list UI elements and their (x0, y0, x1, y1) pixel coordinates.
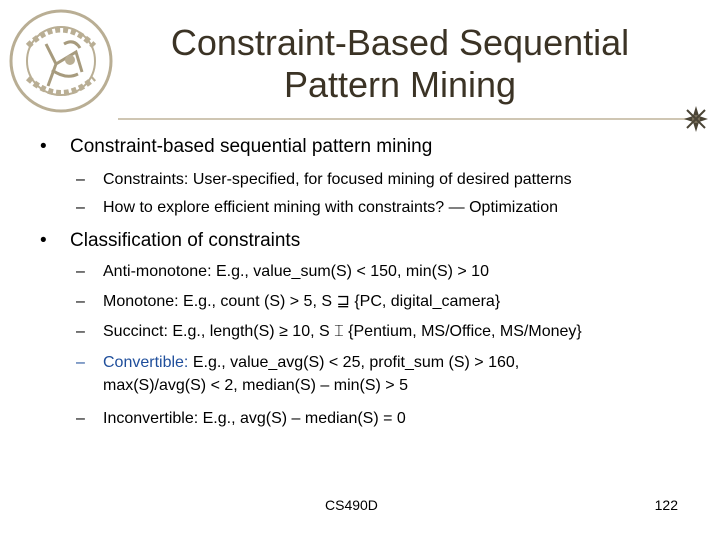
sub-bullet-text: Succinct: E.g., length(S) ≥ 10, S ⌶ {Pentium, MS/Office, MS/Money} (103, 323, 582, 340)
sub-bullet-text (103, 352, 519, 374)
dash-marker: – (76, 323, 85, 340)
dash-marker: – (76, 199, 85, 216)
bullet-text: Constraint-based sequential pattern mining (70, 136, 433, 157)
bullet-marker: • (40, 230, 47, 251)
dash-marker: – (76, 354, 85, 371)
page-number: 122 (654, 497, 678, 513)
dash-marker: – (76, 263, 85, 280)
sub-bullet-text: Monotone: E.g., count (S) > 5, S ⊒ {PC, digital_camera} (103, 293, 501, 310)
slide-title-line1: Constraint-Based Sequential (170, 22, 630, 63)
bullet-marker: • (40, 136, 47, 157)
convertible-label: Convertible: (103, 354, 189, 371)
footer-course: CS490D (325, 497, 378, 513)
bullet-text: Classification of constraints (70, 230, 301, 251)
dash-marker: – (76, 171, 85, 188)
slide-title-line2: Pattern Mining (283, 64, 517, 105)
sub-bullet-text: How to explore efficient mining with constraints? — Optimization (103, 199, 559, 216)
sub-bullet-text: Constraints: User-specified, for focused mining of desired patterns (103, 171, 572, 188)
dash-marker: – (76, 410, 85, 427)
sub-bullet-text: Anti-monotone: E.g., value_sum(S) < 150, min(S) > 10 (103, 263, 489, 280)
dash-marker: – (76, 293, 85, 310)
sub-bullet-text: max(S)/avg(S) < 2, median(S) – min(S) > 5 (103, 377, 408, 394)
sub-bullet-text: Inconvertible: E.g., avg(S) – median(S) = 0 (103, 410, 406, 427)
convertible-example: E.g., value_avg(S) < 25, profit_sum (S) > 160, (188, 354, 520, 371)
